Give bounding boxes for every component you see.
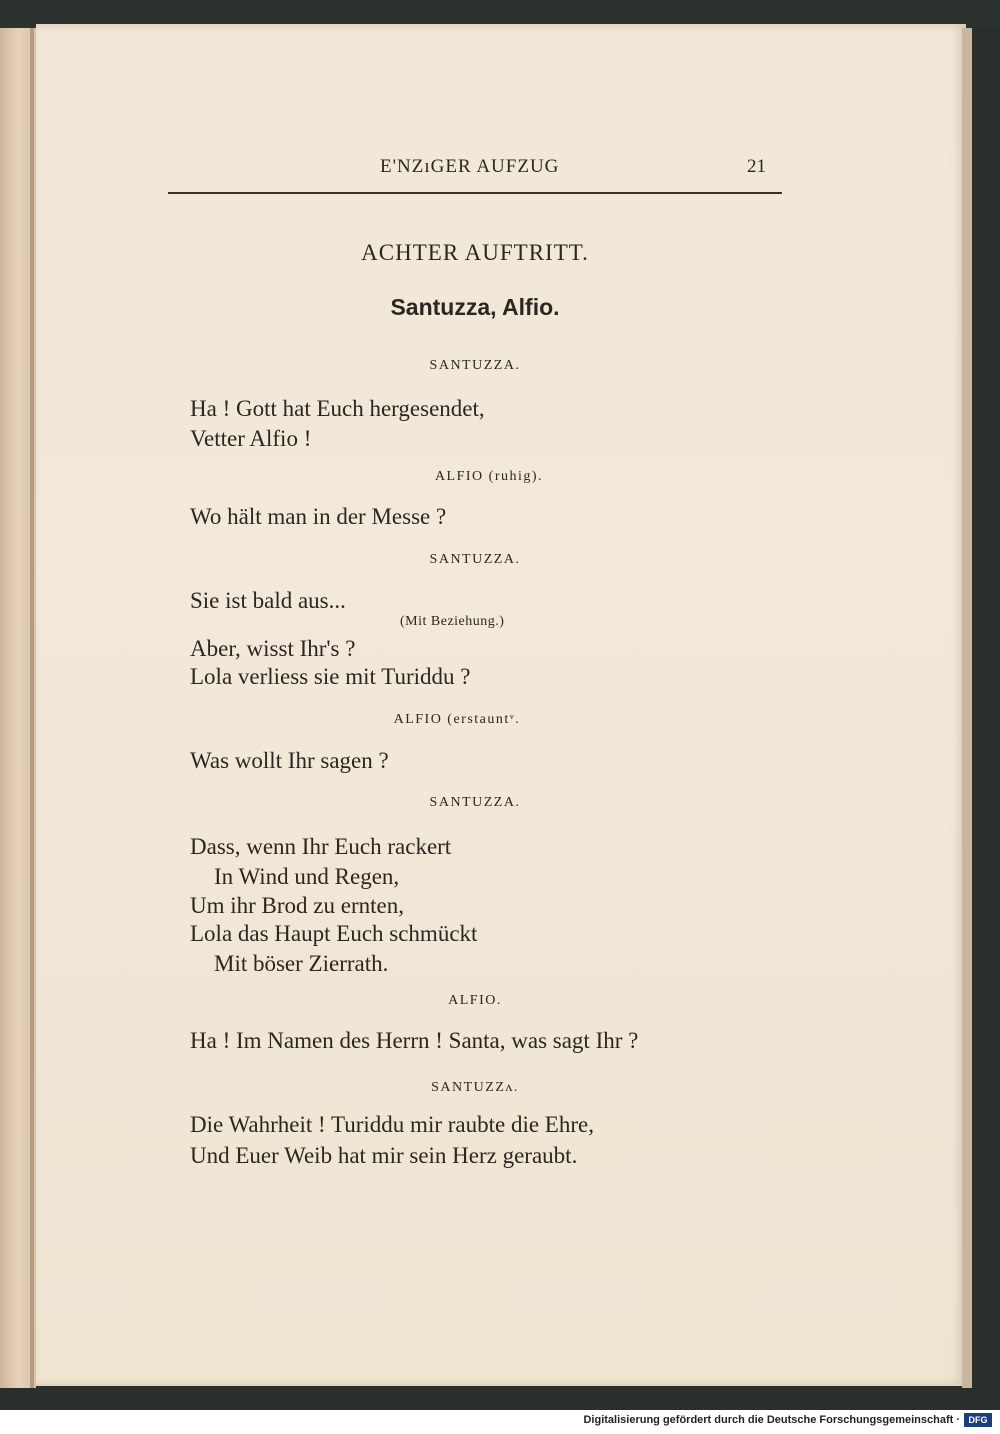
- digitization-credit: Digitalisierung gefördert durch die Deutsche Forschungsgemeinschaft ·: [583, 1414, 960, 1426]
- running-header: [168, 156, 782, 186]
- verse-line: Was wollt Ihr sagen ?: [190, 748, 389, 773]
- speaker-label: ALFIO (ruhig).: [434, 469, 544, 484]
- speaker-label: SANTUZZA.: [429, 358, 521, 373]
- page-right-edge: [962, 28, 972, 1388]
- verse-line: Mit böser Zierrath.: [214, 951, 389, 976]
- dfg-logo: DFG: [964, 1413, 992, 1427]
- stage-direction: (Mit Beziehung.): [400, 614, 505, 629]
- verse-line: Um ihr Brod zu ernten,: [190, 893, 404, 918]
- speaker-label: SANTUZZA.: [429, 552, 521, 567]
- verse-line: Und Euer Weib hat mir sein Herz geraubt.: [190, 1143, 578, 1168]
- verse-line: Wo hält man in der Messe ?: [190, 504, 447, 529]
- verse-line: Dass, wenn Ihr Euch rackert: [190, 834, 452, 859]
- verse-line: Vetter Alfio !: [190, 426, 312, 451]
- verse-line: Die Wahrheit ! Turiddu mir raubte die Ehre,: [190, 1112, 594, 1137]
- scene-characters: Santuzza, Alfio.: [390, 294, 560, 320]
- running-title: E'NZıGER AUFZUG: [380, 156, 560, 177]
- speaker-label: ALFIO (erstauntᵛ.: [393, 712, 521, 727]
- verse-line: Lola verliess sie mit Turiddu ?: [190, 664, 471, 689]
- verse-line: Ha ! Im Namen des Herrn ! Santa, was sagt Ihr ?: [190, 1028, 639, 1053]
- verse-line: Lola das Haupt Euch schmückt: [190, 921, 478, 946]
- verse-line: Aber, wisst Ihr's ?: [190, 636, 356, 661]
- verse-line: Ha ! Gott hat Euch hergesendet,: [190, 396, 485, 421]
- page-gutter: [30, 28, 34, 1388]
- speaker-label: SANTUZZʌ.: [431, 1080, 519, 1095]
- scene-title: ACHTER AUFTRITT.: [361, 240, 589, 265]
- book-page: [36, 24, 966, 1386]
- page-number: 21: [747, 156, 766, 177]
- verse-line: Sie ist bald aus...: [190, 588, 346, 613]
- header-rule: [168, 192, 782, 194]
- speaker-label: ALFIO.: [448, 993, 502, 1008]
- speaker-label: SANTUZZA.: [429, 795, 521, 810]
- verse-line: In Wind und Regen,: [214, 864, 400, 889]
